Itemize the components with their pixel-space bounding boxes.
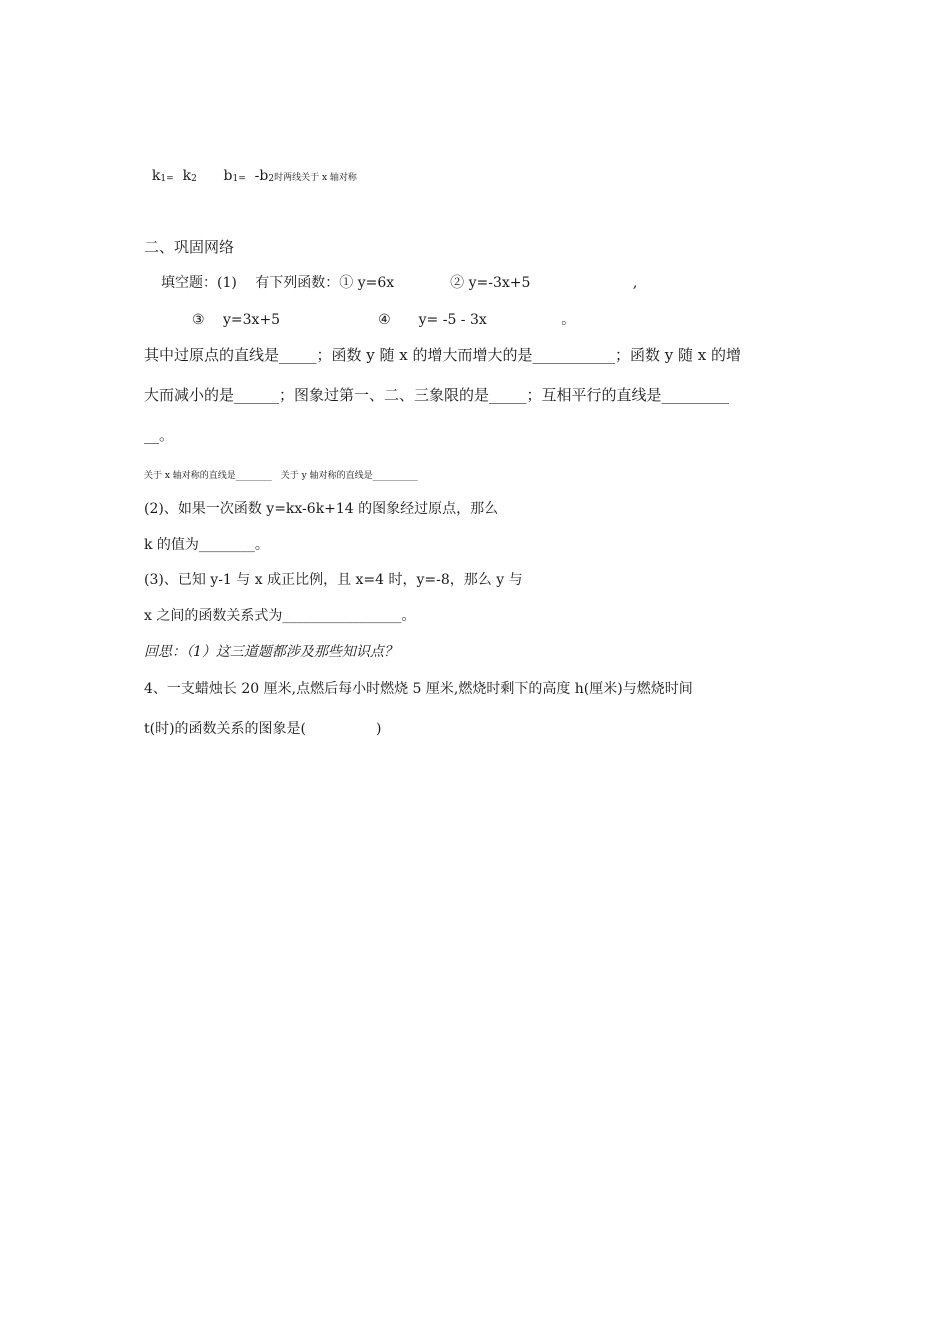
q1-functions-line-2: ③ y=3x+5 ④ y= -5 - 3x 。 (192, 312, 576, 328)
formula-b2-sub: 2 (268, 174, 275, 184)
q2-line-b: k 的值为________。 (144, 537, 269, 553)
formula-k2-sub: 2 (191, 174, 197, 184)
q1-question-line-b: 大而减小的是______；图象过第一、二、三象限的是_____；互相平行的直线是_________ (144, 386, 730, 404)
formula-line (143, 155, 357, 184)
formula-neg-b2: -b (254, 168, 269, 184)
formula-eq1: = (166, 174, 174, 184)
q2-line-a: (2)、如果一次函数 y=kx-6k+14 的图象经过原点，那么 (144, 501, 499, 517)
formula-k1-sub: 1 (160, 174, 167, 184)
formula-note: 时两线关于 x 轴对称 (274, 173, 357, 183)
q1-question-line-a: 其中过原点的直线是_____；函数 y 随 x 的增大而增大的是___________；函数 y 随 x 的增 (144, 346, 742, 364)
q3-line-b: x 之间的函数关系式为_________________。 (144, 608, 416, 624)
q1-question-line-c: __。 (144, 426, 175, 444)
formula-k1: k (151, 168, 161, 184)
section-title: 二、巩固网络 (144, 238, 235, 256)
reflection-question: 回思：（1）这三道题都涉及那些知识点？ (144, 644, 398, 660)
formula-k2: k (182, 168, 192, 184)
formula-b1: b (223, 168, 233, 184)
q1-intro: 填空题：(1) 有下列函数：① y=6x ② y=-3x+5 , (161, 275, 638, 291)
formula-eq2: = (238, 174, 246, 184)
q3-line-a: (3)、已知 y-1 与 x 成正比例，且 x=4 时，y=-8，那么 y 与 (144, 572, 523, 588)
q4-line-a: 4、一支蜡烛长 20 厘米,点燃后每小时燃烧 5 厘米,燃烧时剩下的高度 h(厘米)与燃烧时间 (144, 681, 693, 697)
q4-line-b: t(时)的函数关系的图象是( ) (144, 721, 382, 737)
formula-b1-sub: 1 (232, 174, 239, 184)
q1-symmetry-line: 关于 x 轴对称的直线是________ 关于 y 轴对称的直线是__________ (144, 471, 418, 481)
